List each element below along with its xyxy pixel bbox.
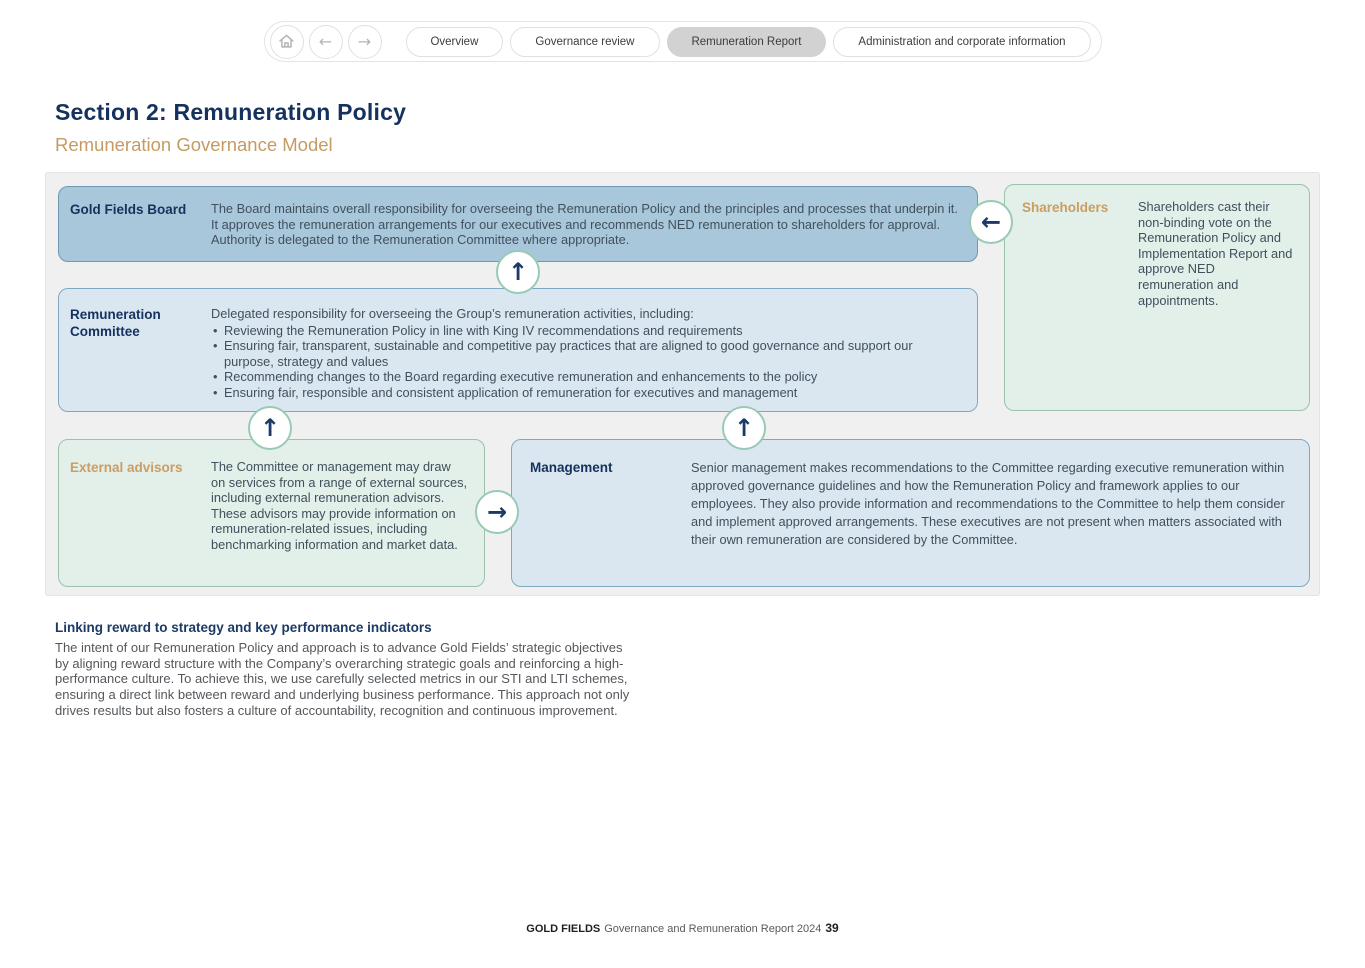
back-button[interactable]	[308, 25, 342, 59]
back-icon: ←	[318, 32, 333, 51]
committee-bullet: • Recommending changes to the Board regarding executive remuneration and enhancements to the policy	[211, 369, 961, 385]
arrow-up-icon	[496, 250, 540, 294]
top-navigation	[263, 21, 1101, 62]
forward-icon: →	[357, 32, 372, 51]
arrow-up-glyph: ↑	[733, 414, 755, 442]
linking-reward-body: The intent of our Remuneration Policy and approach is to advance Gold Fields’ strategic objectives by aligning reward structure with the Company’s overarching strategic goals and reinforcing a high-performance culture. To achieve this, we use carefully selected metrics in our STI and LTI schemes, ensuring a direct link between reward and underlying business performance. This approach not only drives results but also fosters a culture of accountability, recognition and continuous improvement.	[55, 640, 630, 718]
management-box	[511, 439, 1310, 587]
arrow-up-icon	[722, 406, 766, 450]
page-title: Section 2: Remuneration Policy	[55, 99, 407, 125]
nav-tabs	[405, 27, 1090, 57]
arrow-right-icon	[475, 490, 519, 534]
page-footer	[526, 921, 838, 935]
external-advisors-box	[58, 439, 485, 587]
committee-bullet: • Reviewing the Remuneration Policy in line with King IV recommendations and requirements	[211, 323, 961, 339]
committee-bullet-list	[211, 323, 961, 401]
shareholders-box	[1004, 184, 1310, 411]
board-title: Gold Fields Board	[70, 202, 187, 217]
arrow-up-icon	[248, 406, 292, 450]
home-icon	[277, 32, 296, 51]
arrow-left-icon	[969, 200, 1013, 244]
page-header	[55, 99, 406, 156]
board-text: The Board maintains overall responsibility for overseeing the Remuneration Policy and the principles and processes that underpin it. It approves the remuneration arrangements for our executives and recommends NED remuneration to shareholders for approval. Authority is delegated to the Remuneration Committee where appropriate.	[211, 201, 958, 248]
committee-bullet: • Ensuring fair, responsible and consistent application of remuneration for executives and management	[211, 385, 961, 401]
tab-overview[interactable]: Overview	[405, 27, 503, 57]
management-title: Management	[530, 460, 613, 475]
committee-title: Remuneration Committee	[70, 307, 161, 339]
tab-administration[interactable]: Administration and corporate information	[833, 27, 1090, 57]
forward-button[interactable]	[347, 25, 381, 59]
tab-remuneration-report[interactable]: Remuneration Report	[666, 27, 826, 57]
tab-governance-review[interactable]: Governance review	[510, 27, 659, 57]
shareholders-text: Shareholders cast their non-binding vote on the Remuneration Policy and Implementation Report and approve NED remuneration and appointments.	[1138, 199, 1293, 308]
external-advisors-title: External advisors	[70, 460, 183, 475]
management-text: Senior management makes recommendations to the Committee regarding executive remuneration within approved governance guidelines and how the Remuneration Policy and framework applies to our employees. They also provide information and recommendations to the Committee to help them consider and implement approved arrangements. These executives are not present when matters associated with their own remuneration are considered by the Committee.	[691, 460, 1285, 547]
arrow-up-glyph: ↑	[507, 258, 529, 286]
arrow-right-glyph: →	[486, 498, 508, 526]
footer-report-title: Governance and Remuneration Report 2024	[604, 923, 822, 935]
remuneration-committee-box	[58, 288, 978, 412]
committee-bullet: • Ensuring fair, transparent, sustainable and competitive pay practices that are aligned to good governance and support our purpose, strategy and values	[211, 338, 961, 369]
linking-reward-heading: Linking reward to strategy and key performance indicators	[55, 620, 432, 635]
home-button[interactable]	[269, 25, 303, 59]
external-advisors-text: The Committee or management may draw on services from a range of external sources, including external remuneration advisors. These advisors may provide information on remuneration-related issues, including benchmarking information and market data.	[211, 459, 468, 553]
shareholders-title: Shareholders	[1022, 200, 1109, 215]
committee-intro: Delegated responsibility for overseeing the Group’s remuneration activities, including:	[211, 306, 694, 321]
page-subtitle: Remuneration Governance Model	[55, 134, 333, 155]
arrow-left-glyph: ←	[980, 208, 1002, 236]
footer-page-number: 39	[825, 921, 839, 935]
linking-reward-section	[55, 620, 633, 719]
governance-model-diagram	[45, 172, 1320, 596]
arrow-up-glyph: ↑	[259, 414, 281, 442]
footer-brand: GOLD FIELDS	[526, 923, 601, 935]
committee-text	[211, 306, 961, 399]
